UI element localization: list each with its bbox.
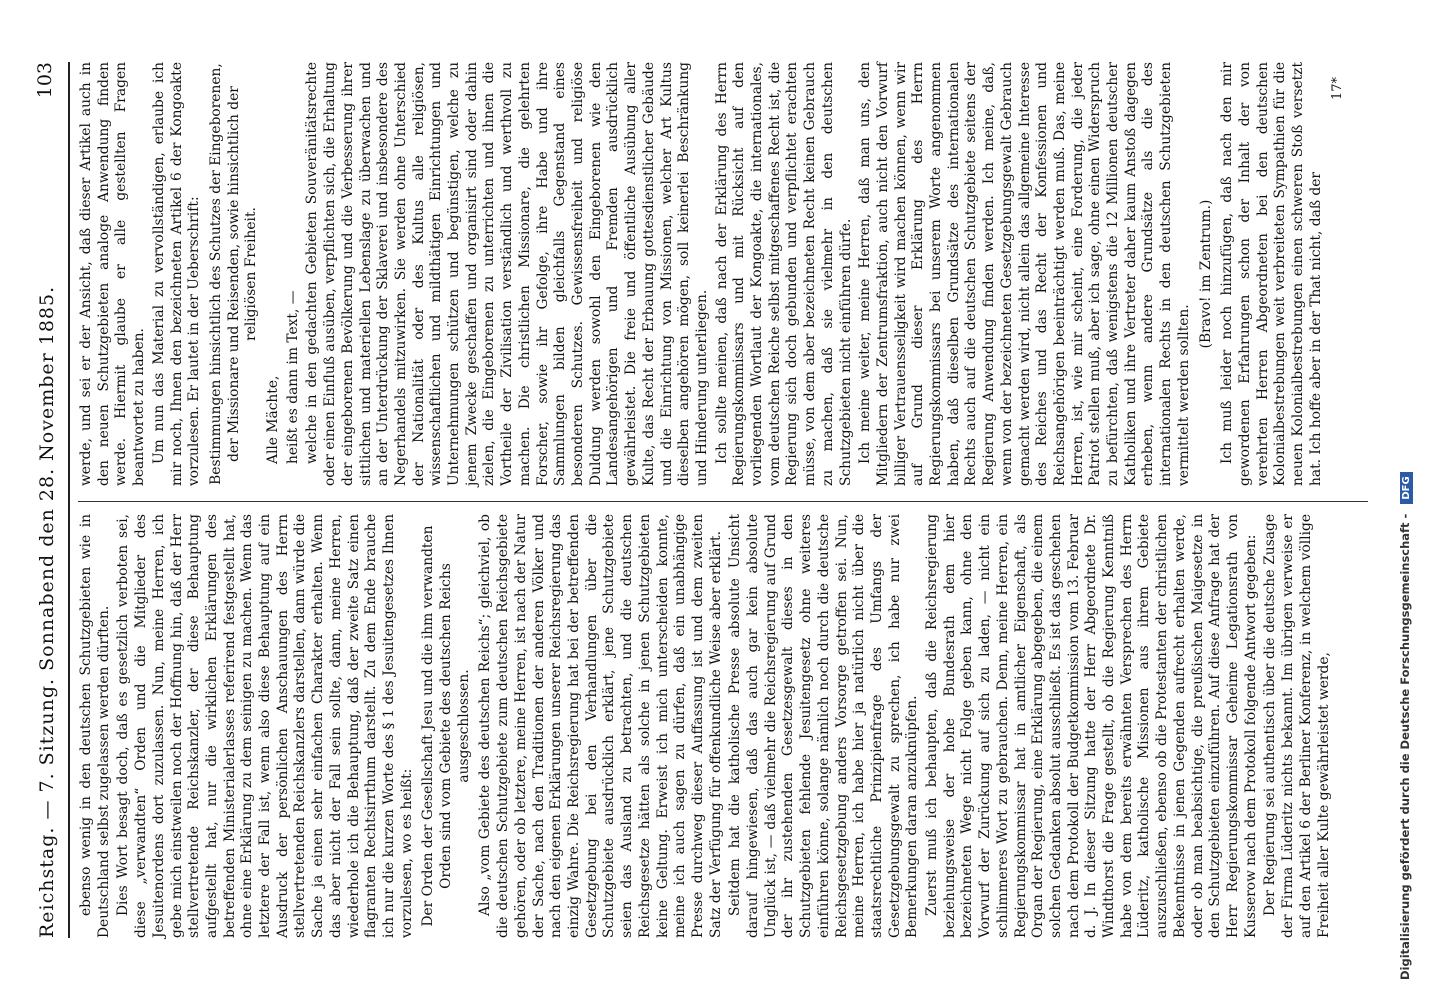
paragraph: Also „vom Gebiete des deutschen Reichs“; gleichviel, ob die deutschen Schutzgebiete zum deutschen Reichsgebiete gehören, oder ob letztere, meine Herren, ist nach der Natur der Sache, nach den Traditionen der anderen Völker und nach den eigenen Erklärungen unserer Reichsregierung das einzig Wahre. Die Reichsregierung hat bei der betreffenden Gesetzgebung bei den Verhandlungen über die Schutzgebiete ausdrücklich erklärt, jene Schutzgebiete seien das Ausland zu betrachten, und die deutschen Reichsgesetze hätten als solche in jenen Schutzgebieten keine Geltung. Erweist ich mich unterscheiden konnte, meine ich auch sagen zu dürfen, daß ein unabhängige Presse durchweg dieser Auffassung ist und dem zweiten Satz der Verfügung für offenkundliche Weise aber erklärt. — [477, 514, 724, 938]
interjection: (Bravo! im Zentrum.) — [1197, 199, 1214, 349]
header-rule — [68, 62, 70, 938]
credit-text: Digitalisierung gefördert durch die Deutsche Forschungsgemeinschaft - — [1398, 513, 1412, 980]
left-column — [78, 514, 1335, 938]
paragraph: Ich sollte meinen, daß nach der Erklärung des Herrn Regierungskommissars und mit Rücksicht auf den vorliegenden Wortlaut der Kongoakte, die internationales, vom deutschen Reiche selbst mitgeschaffenes Recht ist, die Regierung sich doch gebunden und verpflichtet erachten müsse, von dem aber bezeichneten Recht keinen Gebrauch zu machen, daß sie vielmehr in den deutschen Schutzgebieten nicht einführen dürfe. — [713, 62, 854, 486]
paragraph: Seitdem hat die katholische Presse absolute Unsicht darauf hingewiesen, daß das auch gar kein absolute Unglück ist, — daß vielmehr die Reichsregierung auf Grund der ihr zustehenden Gesetzesgewalt dieses in den Schutzgebieten fehlende Jesuitengesetz ohne weiteres einführen könne, solange nämlich noch durch die deutsche Reichsgesetzgebung anders Vorsorge getroffen sei. Nun, meine Herren, ich habe hier ja natürlich nicht über die staatsrechtliche Prinzipienfrage des Umfangs der Gesetzgebungsgewalt zu sprechen, ich habe nur zwei Bemerkungen daran anzuknüpfen. — [727, 514, 921, 938]
page-number: 103 — [34, 62, 56, 99]
paragraph: Zuerst muß ich behaupten, daß die Reichsregierung beziehungsweise der hohe Bundesrath dem hier bezeichneten Wege nicht Folge geben kann, ohne den Vorwurf der Zurückung auf sich zu laden, — nicht ein schlimmeres Wort zu gebrauchen. Denn, meine Herren, ein Regierungskommissar hat in amtlicher Eigenschaft, als Organ der Regierung, eine Erklärung abgegeben, die einem solchen Gedanken absolut ausschließt. Es ist das geschehen nach dem Protokoll der Budgetkommission vom 13. Februar d. J. In dieser Sitzung hatte der Herr Abgeordnete Dr. Windthorst die Frage gestellt, ob die Regierung Kenntniß habe von dem bereits erwähnten Versprechen des Herrn Lüderitz, katholische Missionen aus ihrem Gebiete auszuschließen, ebenso ob die Protestanten der christlichen Bekenntnisse in jenen Gegenden aufrecht erhalten werde, oder ob man beabsichtige, die preußischen Maigesetze in den Schutzgebieten einzuführen. Auf diese Anfrage hat der Herr Regierungskommissar Geheime Legationsrath von Kusserow nach dem Protokoll folgende Antwort gegeben: — [924, 514, 1259, 938]
signature-mark: 17* — [1330, 76, 1345, 100]
paragraph: heißt es dann im Text, — — [284, 290, 301, 464]
right-column — [78, 62, 1328, 486]
column-divider — [78, 501, 1368, 502]
quotation: Alle Mächte, — [265, 375, 282, 464]
paragraph: werde, und sei er der Ansicht, daß dieser Artikel auch in den neuen Schutzgebieten analoge Anwendung finden werde. Hiermit glaube er alle gestellten Fragen beantwortet zu haben. — [78, 62, 148, 486]
digitization-credit — [1398, 20, 1420, 980]
paragraph: Dies Wort besagt doch, daß es gesetzlich verboten sei, diese „verwandten“ Orden und die Mitglieder des Jesuitenordens dort zuzulassen. Nun, meine Herren, ich gebe mich einstweilen noch der Hoffnung hin, daß der Herr stellvertretende Reichskanzler, der diese Behauptung aufgestellt hat, nur die wirklichen Erklärungen des betreffenden Ministerialerlasses referirend festgestellt hat, ohne eine Erklärung zu dem seinigen zu machen. Wenn das letztere der Fall ist, wenn also diese Behauptung auf ein Ausdruck der persönlichen Anschauungen des Herrn stellvertretenden Reichskanzlers darstellen, dann würde die Sache ja einen sehr einfachen Charakter erhalten. Wenn das aber nicht der Fall sein sollte, dann, meine Herren, wiederhole ich die Behauptung, daß der zweite Satz einen flagranten Rechtsirrthum darstellt. Zu dem Ende brauche ich nur die kurzen Worte des § 1 des Jesuitengesetzes Ihnen vorzulesen, wo es heißt: — [115, 514, 415, 938]
paragraph: Ich muß leider noch hinzufügen, daß nach den mir gewordenen Erfahrungen schon der Inhalt der von verehrten Herren Abgeordneten bei den deutschen Kolonialbestrebungen weit verbreiteten Sympathien für die neuen Kolonialbestrebungen einen schweren Stoß versetzt hat. Ich hoffe aber in der That nicht, daß der — [1219, 62, 1324, 486]
quotation: Der Orden der Gesellschaft Jesu und die ihm verwandten Orden sind vom Gebiete des deutschen Reichs ausgeschlossen. — [420, 525, 472, 927]
paragraph: Um nun das Material zu vervollständigen, erlaube ich mir noch, Ihnen den bezeichneten Artikel 6 der Kongoakte vorzulesen. Er lautet in der Ueberschrift: — [150, 62, 203, 486]
paragraph: Ich meine weiter, meine Herren, daß man uns, den Mitgliedern der Zentrumsfraktion, auch nicht den Vorwurf billiger Vertrauensseligkeit wird machen können, wenn wir auf Grund dieser Erklärung des Herrn Regierungskommissars bei unserem Worte angenommen haben, daß dieselben Grundsätze des internationalen Rechts auch auf die deutschen Schutzgebiete seitens der Regierung Anwendung finden werden. Ich meine, daß, wenn von der bezeichneten Gesetzgebungsgewalt Gebrauch gemacht werden wird, nicht allein das allgemeine Interesse des Reiches und das Recht der Konfessionen und Reichsangehörigen beeinträchtigt werden muß. Das, meine Herren, ist, wie mir scheint, eine Forderung, die jeder Patriot stellen muß, aber ich sage, ohne einen Widerspruch zu befürchten, daß wenigstens die 12 Millionen deutscher Katholiken und ihre Vertreter daher kaum Anstoß dagegen erheben, wenn andere Grundsätze als die des internationalen Rechts in den deutschen Schutzgebieten vermittelt werden sollten. — [857, 62, 1192, 486]
paragraph: ebenso wenig in den deutschen Schutzgebieten wie in Deutschland selbst zugelassen werden dürften. — [78, 514, 112, 938]
page-header — [30, 62, 60, 938]
dfg-logo: DFG — [1400, 472, 1413, 503]
quotation: Der Regierung sei authentisch über die deutsche Zusage der Firma Lüderitz nichts bekannt. Im übrigen verweise er auf den Artikel 6 der Berliner Konferenz, in welchem völlige Freiheit aller Kulte gewährleistet werde, — [1262, 514, 1332, 938]
running-title: Reichstag. — 7. Sitzung. Sonnabend den 28. November 1885. — [36, 285, 58, 938]
quotation-heading: Bestimmungen hinsichtlich des Schutzes der Eingeborenen, der Missionare und Reisenden, sowie hinsichtlich der religiösen Freiheit. — [207, 63, 260, 485]
quotation: welche in den gedachten Gebieten Souveränitätsrechte oder einen Einfluß ausüben, verpflichten sich, die Erhaltung der eingeborenen Bevölkerung und die Verbesserung ihrer sittlichen und materiellen Lebenslage zu überwachen und an der Unterdrückung der Sklaverei und insbesondere des Negerhandels mitzuwirken. Sie werden ohne Unterschied der Nationalität oder des Kultus alle religiösen, wissenschaftlichen und mildthätigen Einrichtungen und Unternehmungen schützen und begünstigen, welche zu jenem Zwecke geschaffen und organisirt sind oder dahin zielen, die Eingeborenen zu unterrichten und ihnen die Vortheile der Zivilisation verständlich und werthvoll zu machen. Die christlichen Missionare, die gelehrten Forscher, sowie ihr Gefolge, ihre Habe und ihre Sammlungen bilden gleichfalls Gegenstand eines besonderen Schutzes. Gewissensfreiheit und religiöse Duldung werden sowohl den Eingeborenen wie den Landesangehörigen und Fremden ausdrücklich gewährleistet. Die freie und öffentliche Ausübung aller Kulte, das Recht der Erbauung gottesdienstlicher Gebäude und die Einrichtung von Missionen, welcher Art Kultus dieselben angehören mögen, soll keinerlei Beschränkung und Hinderung unterliegen. — [304, 62, 710, 486]
